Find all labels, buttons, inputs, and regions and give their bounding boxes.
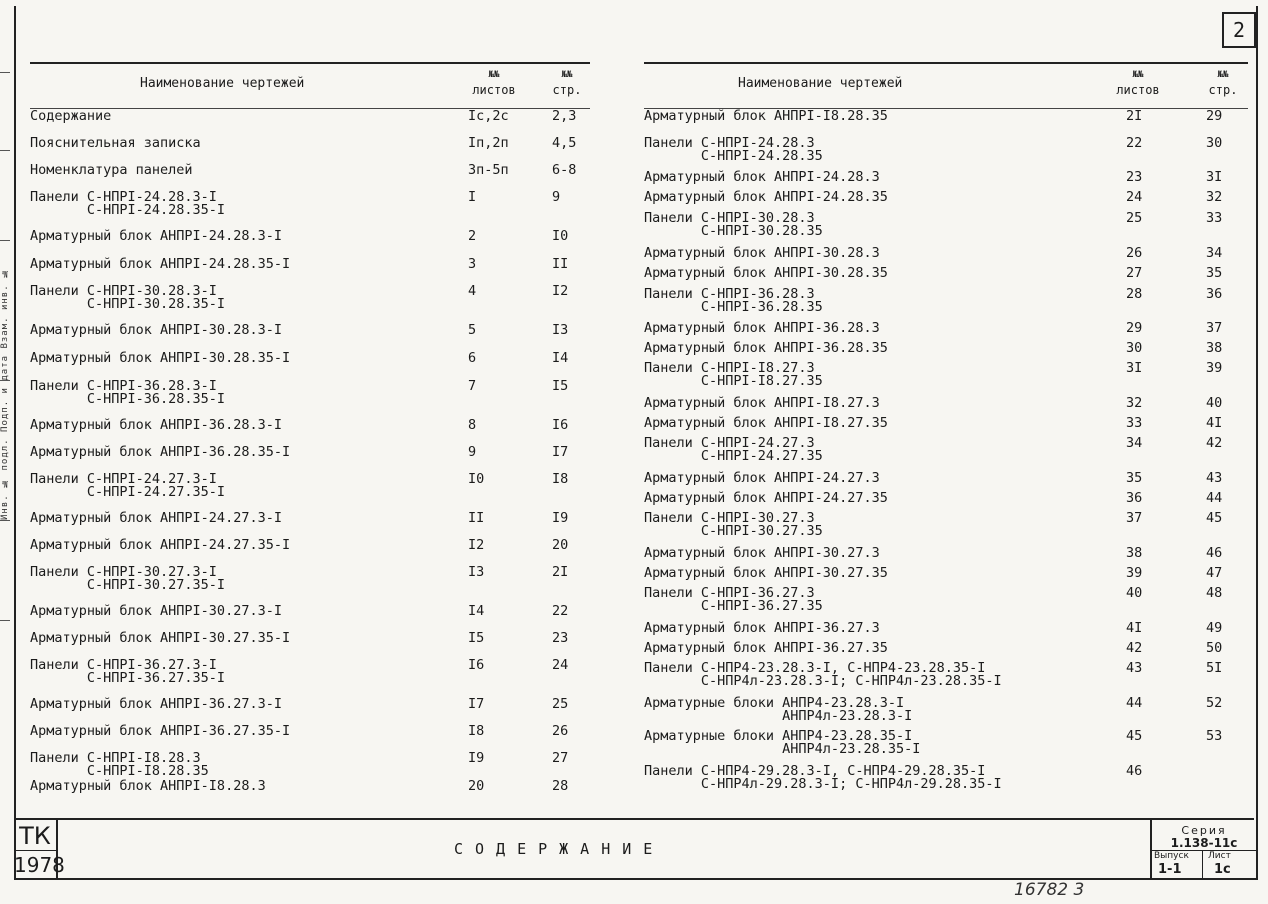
page-ref: 48 bbox=[1206, 585, 1223, 601]
sheet-number: 9 bbox=[468, 444, 477, 460]
margin-tick bbox=[0, 72, 10, 73]
header-pages: №№ стр. bbox=[552, 70, 582, 97]
page-ref: I5 bbox=[552, 378, 569, 394]
sheet-number: 32 bbox=[1126, 395, 1143, 411]
drawing-name: Арматурный блок АНПРI-I8.28.3 bbox=[30, 778, 266, 794]
sheet-number: 28 bbox=[1126, 286, 1143, 302]
drawing-name: Панели С-НПРI-30.27.3-I С-НПРI-30.27.35-I bbox=[30, 564, 226, 593]
sheet-number: 6 bbox=[468, 350, 477, 366]
page-ref: I6 bbox=[552, 417, 569, 433]
page-ref: I7 bbox=[552, 444, 569, 460]
margin-note: Инв. № подл. Подп. и дата Взам. инв. № bbox=[0, 266, 10, 520]
page-ref: 25 bbox=[552, 696, 569, 712]
sheet-number: 7 bbox=[468, 378, 477, 394]
drawing-name: Панели С-НПРI-24.28.3 С-НПРI-24.28.35 bbox=[644, 135, 823, 164]
drawing-name: Арматурные блоки АНПР4-23.28.3-I АНПР4л-23.28.3-I bbox=[644, 695, 913, 724]
drawing-name: Арматурный блок АНПРI-30.27.35-I bbox=[30, 630, 291, 646]
drawing-name: Арматурный блок АНПРI-24.27.35 bbox=[644, 490, 888, 506]
page-ref: 29 bbox=[1206, 108, 1223, 124]
sheet-number: 4 bbox=[468, 283, 477, 299]
page-ref: 34 bbox=[1206, 245, 1223, 261]
page-ref: 3I bbox=[1206, 169, 1223, 185]
drawing-name: Арматурный блок АНПРI-36.27.35 bbox=[644, 640, 888, 656]
sheet-number: 25 bbox=[1126, 210, 1143, 226]
sheet-number: 23 bbox=[1126, 169, 1143, 185]
document-title: СОДЕРЖАНИЕ bbox=[454, 840, 665, 858]
page-ref: 39 bbox=[1206, 360, 1223, 376]
header-sheets: №№ листов bbox=[1116, 70, 1160, 97]
title-block bbox=[14, 818, 1254, 880]
sheet-number: 39 bbox=[1126, 565, 1143, 581]
drawing-name: Арматурный блок АНПРI-30.28.3-I bbox=[30, 322, 282, 338]
sheet-number: I bbox=[468, 189, 477, 205]
sheet-number: 3п-5п bbox=[468, 162, 509, 178]
sheet-number: Iп,2п bbox=[468, 135, 509, 151]
page-ref: 38 bbox=[1206, 340, 1223, 356]
sheet-number: I8 bbox=[468, 723, 485, 739]
table-header bbox=[644, 62, 1248, 109]
page-ref: 52 bbox=[1206, 695, 1223, 711]
sheet-number: 40 bbox=[1126, 585, 1143, 601]
drawing-name: Панели С-НПРI-I8.28.3 С-НПРI-I8.28.35 bbox=[30, 750, 209, 779]
drawing-name: Панели С-НПРI-24.27.3 С-НПРI-24.27.35 bbox=[644, 435, 823, 464]
drawing-name: Панели С-НПРI-30.28.3 С-НПРI-30.28.35 bbox=[644, 210, 823, 239]
sheet-number: 30 bbox=[1126, 340, 1143, 356]
drawing-name: Арматурный блок АНПРI-30.27.3-I bbox=[30, 603, 282, 619]
drawing-name: Арматурный блок АНПРI-36.28.3 bbox=[644, 320, 880, 336]
page-ref: 2,3 bbox=[552, 108, 577, 124]
sheet-number: II bbox=[468, 510, 485, 526]
drawing-name: Панели С-НПРI-36.27.3 С-НПРI-36.27.35 bbox=[644, 585, 823, 614]
drawing-name: Панели С-НПР4-23.28.3-I, С-НПР4-23.28.35-I С-НПР4л-23.28.3-I; С-НПР4л-23.28.35-I bbox=[644, 660, 1002, 689]
drawing-name: Панели С-НПРI-24.27.3-I С-НПРI-24.27.35-I bbox=[30, 471, 226, 500]
page-ref: 23 bbox=[552, 630, 569, 646]
header-name: Наименование чертежей bbox=[140, 76, 305, 91]
page-ref: 27 bbox=[552, 750, 569, 766]
sheet-number: I5 bbox=[468, 630, 485, 646]
drawing-name: Арматурный блок АНПРI-30.27.35 bbox=[644, 565, 888, 581]
drawing-name: Арматурный блок АНПРI-24.27.3-I bbox=[30, 510, 282, 526]
margin-tick bbox=[0, 620, 10, 621]
tk-stamp bbox=[14, 820, 65, 880]
margin-tick bbox=[0, 240, 10, 241]
issue-value: 1-1 bbox=[1158, 862, 1182, 877]
issue-label: Выпуск bbox=[1154, 851, 1189, 861]
sheet-number: I9 bbox=[468, 750, 485, 766]
drawing-name: Панели С-НПРI-36.28.3-I С-НПРI-36.28.35-I bbox=[30, 378, 226, 407]
margin-tick bbox=[0, 520, 10, 521]
sheet-number: I2 bbox=[468, 537, 485, 553]
page-ref: 30 bbox=[1206, 135, 1223, 151]
drawing-name: Панели С-НПРI-36.28.3 С-НПРI-36.28.35 bbox=[644, 286, 823, 315]
page-ref: 24 bbox=[552, 657, 569, 673]
drawing-name: Арматурный блок АНПРI-24.28.3-I bbox=[30, 228, 282, 244]
sheet-number: 35 bbox=[1126, 470, 1143, 486]
drawing-name: Арматурные блоки АНПР4-23.28.35-I АНПР4л-23.28.35-I bbox=[644, 728, 921, 757]
drawing-name: Номенклатура панелей bbox=[30, 162, 193, 178]
sheet-number: 43 bbox=[1126, 660, 1143, 676]
sheet-number: 20 bbox=[468, 778, 485, 794]
drawing-name: Арматурный блок АНПРI-24.28.3 bbox=[644, 169, 880, 185]
page-ref: 9 bbox=[552, 189, 561, 205]
drawing-name: Арматурный блок АНПРI-I8.27.3 bbox=[644, 395, 880, 411]
stamp-divider bbox=[1202, 850, 1203, 880]
page-ref: 20 bbox=[552, 537, 569, 553]
sheet-number: 26 bbox=[1126, 245, 1143, 261]
sheet-label: Лист bbox=[1208, 851, 1231, 861]
page-ref: 47 bbox=[1206, 565, 1223, 581]
drawing-name: Арматурный блок АНПРI-36.28.35-I bbox=[30, 444, 291, 460]
page-ref: 43 bbox=[1206, 470, 1223, 486]
page-ref: 4,5 bbox=[552, 135, 577, 151]
sheet-number: 2I bbox=[1126, 108, 1143, 124]
page-ref: 33 bbox=[1206, 210, 1223, 226]
header-sheets: №№ листов bbox=[472, 70, 516, 97]
drawing-name: Панели С-НПРI-24.28.3-I С-НПРI-24.28.35-I bbox=[30, 189, 226, 218]
sheet-number: 22 bbox=[1126, 135, 1143, 151]
page-ref: I8 bbox=[552, 471, 569, 487]
sheet-number: 3I bbox=[1126, 360, 1143, 376]
sheet-number: 27 bbox=[1126, 265, 1143, 281]
seria-label: Серия bbox=[1181, 824, 1227, 837]
page-ref: I3 bbox=[552, 322, 569, 338]
drawing-name: Арматурный блок АНПРI-36.27.35-I bbox=[30, 723, 291, 739]
page-ref: 6-8 bbox=[552, 162, 577, 178]
sheet-number: 29 bbox=[1126, 320, 1143, 336]
sheet-number: 4I bbox=[1126, 620, 1143, 636]
sheet-number: 8 bbox=[468, 417, 477, 433]
drawing-name: Арматурный блок АНПРI-24.28.35 bbox=[644, 189, 888, 205]
page-ref: 36 bbox=[1206, 286, 1223, 302]
page-ref: 53 bbox=[1206, 728, 1223, 744]
page-ref: 2I bbox=[552, 564, 569, 580]
drawing-name: Арматурный блок АНПРI-36.27.3 bbox=[644, 620, 880, 636]
page-ref: 49 bbox=[1206, 620, 1223, 636]
page-ref: I9 bbox=[552, 510, 569, 526]
sheet-value: 1с bbox=[1214, 862, 1231, 877]
tk-year: 1978 bbox=[14, 853, 65, 877]
page-ref: 44 bbox=[1206, 490, 1223, 506]
sheet-number: I7 bbox=[468, 696, 485, 712]
drawing-name: Арматурный блок АНПРI-36.27.3-I bbox=[30, 696, 282, 712]
margin-tick bbox=[0, 150, 10, 151]
seria-number: 1.138-11с bbox=[1170, 836, 1238, 850]
page-ref: I2 bbox=[552, 283, 569, 299]
page-ref: I4 bbox=[552, 350, 569, 366]
page-ref: 45 bbox=[1206, 510, 1223, 526]
sheet-number: I6 bbox=[468, 657, 485, 673]
sheet-number: I4 bbox=[468, 603, 485, 619]
drawing-name: Арматурный блок АНПРI-30.28.35-I bbox=[30, 350, 291, 366]
page-ref: 26 bbox=[552, 723, 569, 739]
sheet-number: Iс,2с bbox=[468, 108, 509, 124]
drawing-name: Панели С-НПРI-I8.27.3 С-НПРI-I8.27.35 bbox=[644, 360, 823, 389]
page-ref: 42 bbox=[1206, 435, 1223, 451]
sheet-number: I3 bbox=[468, 564, 485, 580]
sheet-number: 44 bbox=[1126, 695, 1143, 711]
page-ref: 40 bbox=[1206, 395, 1223, 411]
sheet-number: 45 bbox=[1126, 728, 1143, 744]
drawing-name: Арматурный блок АНПРI-30.28.3 bbox=[644, 245, 880, 261]
header-name: Наименование чертежей bbox=[738, 76, 903, 91]
drawing-name: Арматурный блок АНПРI-30.27.3 bbox=[644, 545, 880, 561]
page-ref: 35 bbox=[1206, 265, 1223, 281]
series-stamp bbox=[1150, 820, 1256, 880]
sheet-number: 36 bbox=[1126, 490, 1143, 506]
page-ref: 5I bbox=[1206, 660, 1223, 676]
drawing-name: Панели С-НПРI-30.28.3-I С-НПРI-30.28.35-I bbox=[30, 283, 226, 312]
page-ref: II bbox=[552, 256, 569, 272]
page-ref: 50 bbox=[1206, 640, 1223, 656]
page-ref: 37 bbox=[1206, 320, 1223, 336]
page-ref: I0 bbox=[552, 228, 569, 244]
drawing-name: Арматурный блок АНПРI-I8.28.35 bbox=[644, 108, 888, 124]
drawing-name: Арматурный блок АНПРI-36.28.35 bbox=[644, 340, 888, 356]
header-pages: №№ стр. bbox=[1208, 70, 1238, 97]
drawing-name: Содержание bbox=[30, 108, 112, 124]
sheet-number: 3 bbox=[468, 256, 477, 272]
drawing-name: Панели С-НПРI-36.27.3-I С-НПРI-36.27.35-I bbox=[30, 657, 226, 686]
page-ref: 4I bbox=[1206, 415, 1223, 431]
drawing-name: Панели С-НПР4-29.28.3-I, С-НПР4-29.28.35-I С-НПР4л-29.28.3-I; С-НПР4л-29.28.35-I bbox=[644, 763, 1002, 792]
sheet-number: 37 bbox=[1126, 510, 1143, 526]
sheet-number: I0 bbox=[468, 471, 485, 487]
sheet-number: 24 bbox=[1126, 189, 1143, 205]
sheet-number: 33 bbox=[1126, 415, 1143, 431]
drawing-name: Панели С-НПРI-30.27.3 С-НПРI-30.27.35 bbox=[644, 510, 823, 539]
page-ref: 28 bbox=[552, 778, 569, 794]
drawing-name: Арматурный блок АНПРI-30.28.35 bbox=[644, 265, 888, 281]
sheet-number: 34 bbox=[1126, 435, 1143, 451]
page-ref: 46 bbox=[1206, 545, 1223, 561]
sheet-number: 5 bbox=[468, 322, 477, 338]
table-header bbox=[30, 62, 590, 109]
page-ref: 22 bbox=[552, 603, 569, 619]
drawing-name: Арматурный блок АНПРI-36.28.3-I bbox=[30, 417, 282, 433]
drawing-name: Арматурный блок АНПРI-I8.27.35 bbox=[644, 415, 888, 431]
page-number: 2 bbox=[1222, 12, 1256, 48]
drawing-name: Арматурный блок АНПРI-24.28.35-I bbox=[30, 256, 291, 272]
sheet-number: 46 bbox=[1126, 763, 1143, 779]
sheet-number: 38 bbox=[1126, 545, 1143, 561]
page-ref: 32 bbox=[1206, 189, 1223, 205]
sheet-number: 2 bbox=[468, 228, 477, 244]
drawing-name: Арматурный блок АНПРI-24.27.35-I bbox=[30, 537, 291, 553]
inventory-number: 16782 3 bbox=[1014, 880, 1085, 900]
drawing-name: Пояснительная записка bbox=[30, 135, 201, 151]
tk-label: ТК bbox=[14, 822, 56, 851]
drawing-name: Арматурный блок АНПРI-24.27.3 bbox=[644, 470, 880, 486]
sheet-number: 42 bbox=[1126, 640, 1143, 656]
